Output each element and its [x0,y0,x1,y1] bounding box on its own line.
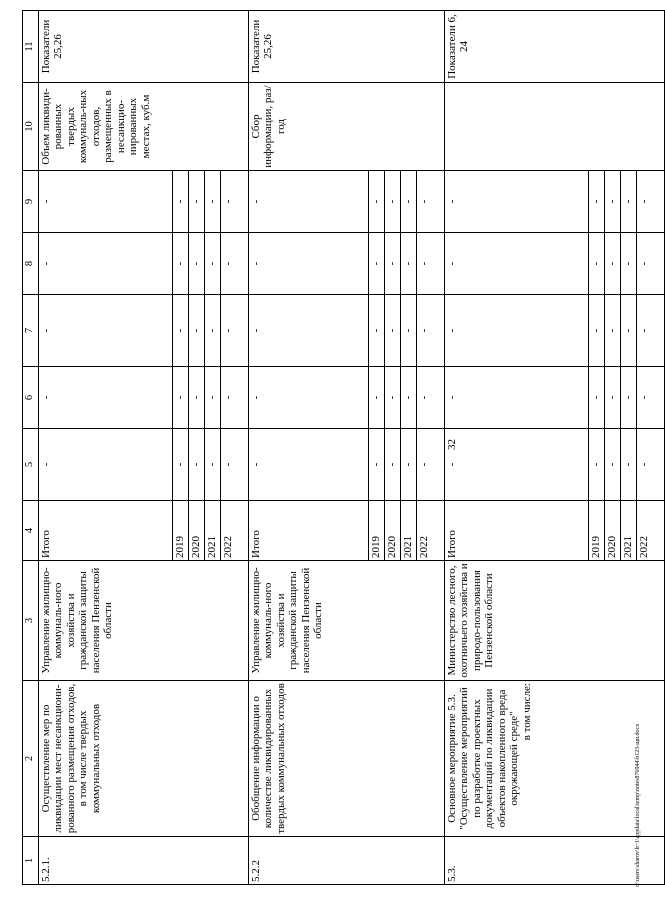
year-value: - [172,233,188,295]
year-value: - [220,367,248,429]
indicator [444,83,664,171]
column-number: 1 [23,837,39,885]
total-value: - [248,233,368,295]
total-value: - [248,171,368,233]
item-name-text: Обобщение информации о количестве ликвидированных твердых коммунальных отходов [249,683,287,834]
year-value: - [636,429,664,501]
total-value: - [248,367,368,429]
year-value: - [416,429,444,501]
year: 2020 [604,501,620,561]
item-number: 5.3. [444,837,664,885]
total-value: - [38,295,172,367]
column-number-row [23,11,39,885]
column-number: 10 [23,83,39,171]
year-value: - [604,233,620,295]
year-value: - [636,233,664,295]
total-value: - [444,367,588,429]
year: 2020 [384,501,400,561]
year-value: - [400,171,416,233]
indicator: Объем ликвиди-рованных твердых коммуналь-ных отходов, размещенных в несанкцио-нированных местах, куб.м [38,83,248,171]
year-value: - [188,171,204,233]
item-name [38,681,248,837]
year: 2021 [620,501,636,561]
year-value: - [604,429,620,501]
column-number: 3 [23,561,39,681]
year-value: - [620,233,636,295]
year-value: - [188,429,204,501]
year-value: - [400,367,416,429]
column-number: 2 [23,681,39,837]
indicator-reference: Показатели 25,26 [38,11,248,83]
column-number: 11 [23,11,39,83]
year-value: - [620,171,636,233]
item-number: 5.2.1. [38,837,248,885]
year-value: - [588,295,604,367]
year-value: - [384,429,400,501]
year-value: - [188,233,204,295]
year: 2020 [188,501,204,561]
item-name [248,681,444,837]
column-number: 4 [23,501,39,561]
year-value: - [416,367,444,429]
total-value: - [444,429,588,501]
column-number: 5 [23,429,39,501]
indicator-reference: Показатели 25,26 [248,11,444,83]
year-value: - [416,171,444,233]
column-number: 9 [23,171,39,233]
year-value: - [204,429,220,501]
year-value: - [416,295,444,367]
year-value: - [172,367,188,429]
year: 2019 [368,501,384,561]
column-number: 7 [23,295,39,367]
table-row [248,11,368,885]
year-value: - [204,233,220,295]
indicator-reference: Показатели 6, 24 [444,11,664,83]
item-name-text: Основное мероприятие 5.3. "Осуществление мероприятий по разработке проектных документаций по ликвидации объектов накопленного вреда окружающей среде" [445,687,520,830]
year-value: - [368,367,384,429]
table-row [444,11,588,885]
total-label: Итого [444,501,588,561]
item-name-text: Осуществление мер по ликвидации мест несанкциони-рованного размещения отходов, в том числе твердых коммунальных отходов [39,683,102,834]
year-value: - [204,171,220,233]
program-table [22,10,665,885]
executor: Министерство лесного, охотничьего хозяйства и природо-пользования Пензенской области [444,561,664,681]
year-value: - [204,295,220,367]
year-value: - [636,171,664,233]
total-value: - [38,367,172,429]
year: 2019 [588,501,604,561]
year-value: - [400,295,416,367]
column-number: 6 [23,367,39,429]
year-value: - [636,295,664,367]
year-value: - [188,295,204,367]
year-value: - [400,233,416,295]
year-value: - [620,367,636,429]
year-value: - [384,171,400,233]
column-number: 8 [23,233,39,295]
year-value: - [172,429,188,501]
item-name-tail: в том числе: [520,683,533,741]
year-value: - [384,367,400,429]
year-value: - [588,367,604,429]
year-value: - [384,295,400,367]
total-label: Итого [38,501,172,561]
indicator: Сбор информации, раз/год [248,83,444,171]
item-name [444,681,664,837]
year-value: - [220,295,248,367]
executor: Управление жилищно-коммуналь-ного хозяйства и гражданской защиты населения Пензенской области [248,561,444,681]
year-value: - [604,171,620,233]
year-value: - [220,171,248,233]
year: 2021 [400,501,416,561]
item-number: 5.2.2 [248,837,444,885]
year: 2022 [416,501,444,561]
year-value: - [636,367,664,429]
year-value: - [588,233,604,295]
total-value: - [38,171,172,233]
year-value: - [588,429,604,501]
year-value: - [384,233,400,295]
footer-file-path: c:\users\sharov\b~1\appdata\local\temp\notes876944\b123-щи.docx [635,723,641,887]
year-value: - [368,295,384,367]
year-value: - [368,233,384,295]
year-value: - [400,429,416,501]
table-row [38,11,172,885]
year-value: - [172,295,188,367]
year: 2022 [636,501,664,561]
total-label: Итого [248,501,368,561]
year: 2019 [172,501,188,561]
page-number: 32 [446,439,458,450]
year-value: - [188,367,204,429]
total-value: - [248,295,368,367]
year-value: - [604,367,620,429]
year-value: - [172,171,188,233]
year-value: - [220,429,248,501]
total-value: - [38,429,172,501]
executor: Управление жилищно-коммуналь-ного хозяйства и гражданской защиты населения Пензенской области [38,561,248,681]
year: 2021 [204,501,220,561]
year-value: - [368,429,384,501]
year-value: - [368,171,384,233]
total-value: - [38,233,172,295]
year-value: - [604,295,620,367]
table-body [23,11,665,885]
total-value: - [248,429,368,501]
year-value: - [204,367,220,429]
total-value: - [444,295,588,367]
year-value: - [620,429,636,501]
year-value: - [620,295,636,367]
year-value: - [588,171,604,233]
year-value: - [416,233,444,295]
year-value: - [220,233,248,295]
year: 2022 [220,501,248,561]
total-value: - [444,233,588,295]
total-value: - [444,171,588,233]
